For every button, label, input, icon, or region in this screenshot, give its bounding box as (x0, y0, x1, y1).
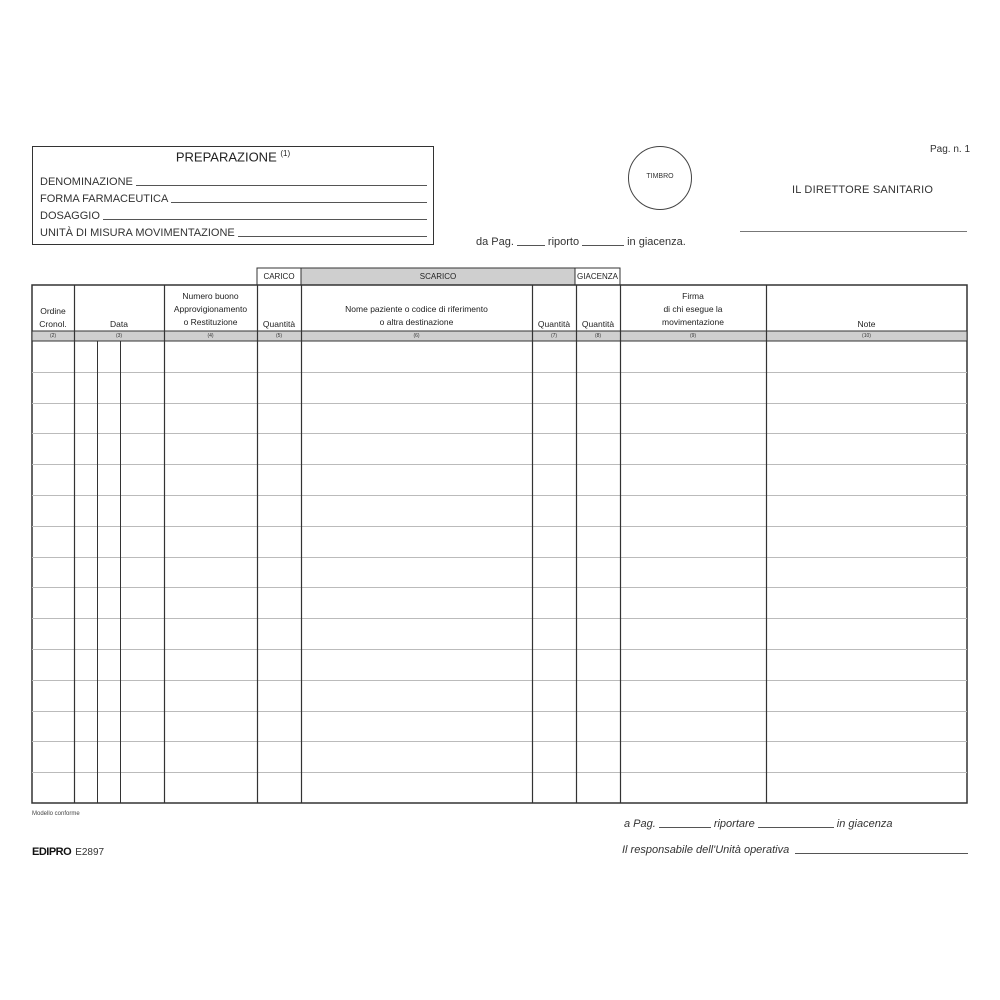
denominazione-label: DENOMINAZIONE (40, 176, 133, 188)
dosaggio-label: DOSAGGIO (40, 210, 100, 222)
carry-out-quantity-blank[interactable] (758, 827, 834, 828)
colnum-2: (2) (49, 333, 57, 339)
table-frame (32, 285, 967, 803)
carry-out-line (624, 818, 892, 830)
colnum-10: (10) (862, 333, 871, 339)
carry-in-middle: riporto (547, 236, 580, 248)
colnum-4: (4) (207, 333, 214, 339)
edipro-logo: EDIPRO (32, 846, 72, 858)
form-code: E2897 (75, 847, 105, 858)
header-numero-buono: Numero buono Approvigionamento o Restituzione (173, 291, 248, 327)
colnum-5: (5) (275, 333, 283, 339)
header-ordine: Ordine Cronol. (39, 306, 67, 329)
colnum-8: (8) (594, 333, 602, 339)
header-quantita-giacenza: Quantità (581, 319, 615, 329)
responsible-signature-line[interactable] (795, 853, 968, 854)
scarico-header: SCARICO (419, 272, 457, 281)
carry-out-page-blank[interactable] (659, 827, 711, 828)
colnum-6: (6) (413, 333, 420, 339)
header-firma: Firma di chi esegue la movimentazione (662, 291, 724, 327)
colnum-7: (7) (550, 333, 558, 339)
forma-farmaceutica-label: FORMA FARMACEUTICA (40, 193, 169, 205)
modello-conforme: Modello conforme (32, 811, 80, 817)
stamp-label: TIMBRO (646, 173, 674, 180)
carry-out-middle: riportare (713, 818, 755, 830)
carry-in-prefix: da Pag. (476, 236, 514, 248)
carry-out-prefix: a Pag. (624, 818, 656, 830)
carry-in-suffix: in giacenza. (627, 236, 686, 248)
preparation-title: PREPARAZIONE $^{(1)}$ (175, 149, 291, 165)
header-quantita-carico: Quantità (262, 319, 296, 329)
colnum-3: (3) (115, 333, 123, 339)
header-quantita-scarico: Quantità (537, 319, 571, 329)
giacenza-header: GIACENZA (577, 272, 618, 281)
responsible-line (622, 844, 968, 856)
publisher-logo (32, 846, 104, 858)
colnum-9: (9) (689, 333, 697, 339)
director-label: IL DIRETTORE SANITARIO (792, 184, 934, 196)
unita-misura-label: UNITÀ DI MISURA MOVIMENTAZIONE (40, 227, 235, 239)
carico-header: CARICO (263, 272, 295, 281)
header-note: Note (857, 319, 876, 329)
header-nome-paziente: Nome paziente o codice di riferimento o altra destinazione (345, 304, 488, 327)
page-number: Pag. n. 1 (930, 144, 971, 155)
responsible-label: Il responsabile dell'Unità operativa (622, 844, 790, 856)
carry-out-suffix: in giacenza (836, 818, 893, 830)
header-data: Data (110, 319, 128, 329)
preparation-title-note: (1) (280, 149, 291, 158)
